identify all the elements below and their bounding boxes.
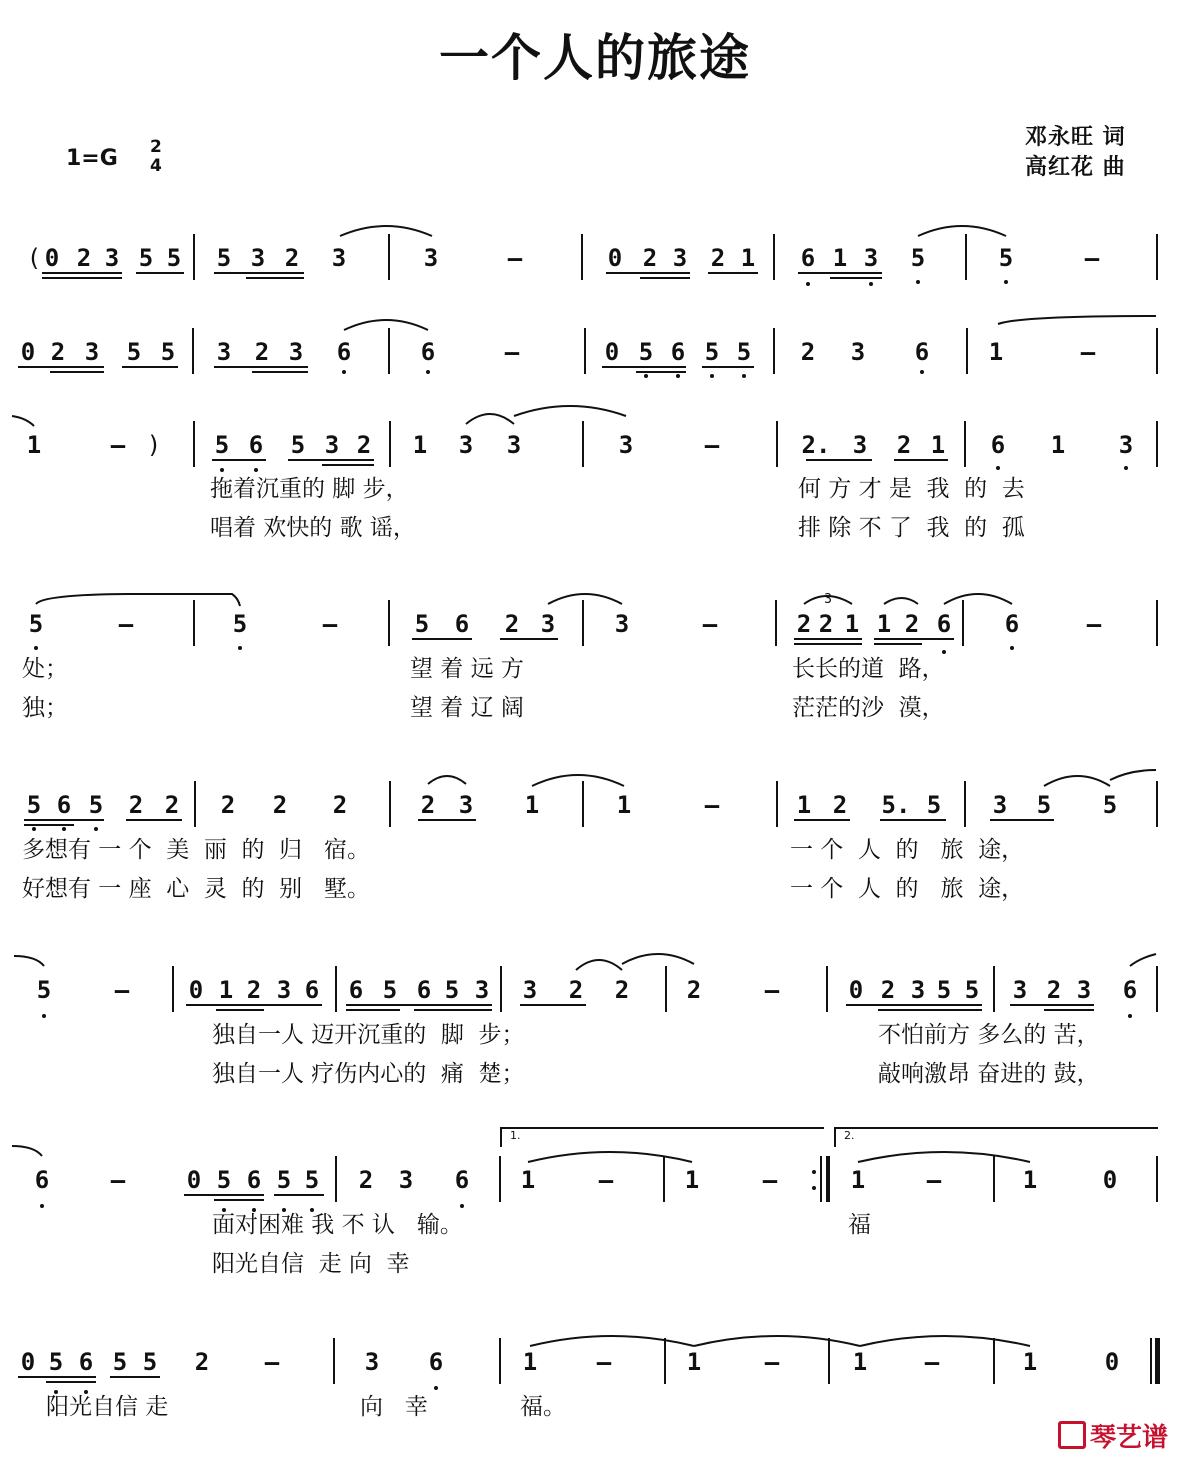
note: 6 [348, 976, 364, 1004]
note: 3 [992, 791, 1008, 819]
note: 3 [84, 338, 100, 366]
note: 6 [34, 1166, 50, 1194]
note: 3 [423, 244, 439, 272]
barline [388, 234, 390, 280]
note: 5 [304, 1166, 320, 1194]
note: 5 [160, 338, 176, 366]
note: 5. [881, 791, 911, 819]
barline [993, 966, 995, 1012]
note: 5 [290, 431, 306, 459]
time-bottom: 4 [150, 156, 162, 176]
note: 5 [36, 976, 52, 1004]
barline [335, 1156, 337, 1202]
barline [776, 421, 778, 467]
note: 1 [876, 610, 892, 638]
note: 2 [1046, 976, 1062, 1004]
note: 3 [910, 976, 926, 1004]
note: – [764, 1348, 780, 1376]
barline [828, 1338, 830, 1384]
note: 3 [216, 338, 232, 366]
barline [584, 328, 586, 374]
lyric-line: 一 个 人 的 旅 途， [790, 837, 1025, 863]
tie [344, 320, 428, 330]
lyric-line: 不怕前方 多么的 苦， [878, 1022, 1100, 1048]
note: 0 [188, 976, 204, 1004]
barline [1156, 421, 1158, 467]
note: 1 [218, 976, 234, 1004]
tie [428, 776, 466, 784]
note: 6 [454, 1166, 470, 1194]
lyric-line: 福。 [520, 1394, 566, 1420]
note: 1 [684, 1166, 700, 1194]
note: 2. [801, 431, 831, 459]
barline [664, 1338, 666, 1384]
note: 6 [78, 1348, 94, 1376]
site-watermark: 琴艺谱 [1058, 1417, 1168, 1454]
note: 6 [800, 244, 816, 272]
barline [499, 1156, 501, 1202]
tie [12, 1146, 42, 1156]
note: 2 [332, 791, 348, 819]
note: 2 [818, 610, 834, 638]
tie [466, 414, 514, 424]
lyric-line: 何 方 才 是 我 的 去 [798, 476, 1025, 502]
note: 2 [76, 244, 92, 272]
note: 6 [1122, 976, 1138, 1004]
note: 5 [998, 244, 1014, 272]
note: 2 [880, 976, 896, 1004]
tie [858, 1152, 1030, 1162]
note: 5 [638, 338, 654, 366]
note: 2 [164, 791, 180, 819]
lyric-line: 独自一人 疗伤内心的 痛 楚； [212, 1061, 525, 1087]
note: 6 [246, 1166, 262, 1194]
note: 1 [616, 791, 632, 819]
key-signature: 1=G [66, 146, 118, 171]
note: 6 [454, 610, 470, 638]
barline [193, 421, 195, 467]
note: 5 [926, 791, 942, 819]
note: 2 [904, 610, 920, 638]
lyric-line: 唱着 欢快的 歌 谣， [210, 515, 416, 541]
tie [530, 1336, 694, 1346]
note: 6 [990, 431, 1006, 459]
note: 2 [356, 431, 372, 459]
barline [1156, 781, 1158, 827]
note: – [110, 1166, 126, 1194]
note: 3 [614, 610, 630, 638]
note: 0 [20, 338, 36, 366]
note: 1 [412, 431, 428, 459]
note: – [507, 244, 523, 272]
logo-icon [1058, 1421, 1086, 1449]
barline [773, 234, 775, 280]
tie [532, 775, 624, 786]
barline [193, 234, 195, 280]
note: 5 [138, 244, 154, 272]
lyric-line: 阳光自信 走 [46, 1394, 169, 1420]
note: 5 [704, 338, 720, 366]
note: 2 [896, 431, 912, 459]
tie [514, 406, 626, 416]
note: – [264, 1348, 280, 1376]
barline [335, 966, 337, 1012]
note: 2 [686, 976, 702, 1004]
note: 3 [1076, 976, 1092, 1004]
barline [966, 328, 968, 374]
tie [528, 1152, 692, 1162]
note: 5 [964, 976, 980, 1004]
note: 1 [524, 791, 540, 819]
note: 5 [88, 791, 104, 819]
final-barline-thick [1155, 1338, 1160, 1384]
note: 6 [336, 338, 352, 366]
note: 1 [26, 431, 42, 459]
barline [773, 328, 775, 374]
note: 5 [28, 610, 44, 638]
tie [622, 954, 694, 964]
note: 3 [331, 244, 347, 272]
barline [775, 600, 777, 646]
note: 6 [428, 1348, 444, 1376]
note: – [704, 791, 720, 819]
barline [582, 600, 584, 646]
note: 1 [522, 1348, 538, 1376]
note: 2 [642, 244, 658, 272]
note: 5 [276, 1166, 292, 1194]
lyric-line: 阳光自信 走 向 幸 [212, 1251, 410, 1277]
note: 2 [504, 610, 520, 638]
note: 0 [1104, 1348, 1120, 1376]
lyric-line: 独； [22, 695, 68, 721]
note: 5 [382, 976, 398, 1004]
note: 3 [474, 976, 490, 1004]
note: – [764, 976, 780, 1004]
note: 1 [844, 610, 860, 638]
note: 3 [398, 1166, 414, 1194]
barline [826, 966, 828, 1012]
note: 3 [850, 338, 866, 366]
note: 5 [166, 244, 182, 272]
note: 1 [852, 1348, 868, 1376]
note: 3 [458, 791, 474, 819]
note: 6 [670, 338, 686, 366]
time-signature [150, 138, 162, 176]
note: 5 [216, 244, 232, 272]
barline [665, 966, 667, 1012]
composer-credit: 高红花 曲 [1025, 155, 1126, 180]
note: 5 [414, 610, 430, 638]
lyric-line: 茫茫的沙 漠， [792, 695, 945, 721]
lyric-line: 长长的道 路， [792, 656, 945, 682]
note: 3 [276, 976, 292, 1004]
note: 6 [304, 976, 320, 1004]
note: – [1086, 610, 1102, 638]
note: 5 [232, 610, 248, 638]
note: – [322, 610, 338, 638]
time-top: 2 [150, 137, 162, 157]
note: – [1080, 338, 1096, 366]
barline [193, 600, 195, 646]
tie [36, 594, 240, 606]
note: – [114, 976, 130, 1004]
barline [964, 421, 966, 467]
note: 1 [930, 431, 946, 459]
note: 0 [848, 976, 864, 1004]
barline [582, 421, 584, 467]
note: – [596, 1348, 612, 1376]
note: 2 [710, 244, 726, 272]
note: 2 [272, 791, 288, 819]
lyric-line: 好想有 一 座 心 灵 的 别 墅。 [22, 876, 371, 902]
note: 2 [614, 976, 630, 1004]
tie [918, 226, 1006, 236]
note: 1 [796, 791, 812, 819]
note: 5 [910, 244, 926, 272]
barline [388, 600, 390, 646]
note: – [704, 431, 720, 459]
lyricist-credit: 邓永旺 词 [1025, 125, 1126, 150]
note: 2 [284, 244, 300, 272]
note: – [504, 338, 520, 366]
tie [1044, 776, 1110, 786]
note: 3 [1118, 431, 1134, 459]
lyric-line: 向 幸 [360, 1394, 428, 1420]
song-title: 一个人的旅途 [439, 28, 751, 87]
note: 5 [1102, 791, 1118, 819]
note: 5 [216, 1166, 232, 1194]
repeat-barline [820, 1156, 822, 1202]
note: 6 [420, 338, 436, 366]
note: 3 [863, 244, 879, 272]
lyric-line: 排 除 不 了 我 的 孤 [798, 515, 1025, 541]
note: 1 [686, 1348, 702, 1376]
note: – [118, 610, 134, 638]
note: 1 [832, 244, 848, 272]
note: 5 [736, 338, 752, 366]
volta-1: 1. [500, 1127, 824, 1147]
note: 3 [506, 431, 522, 459]
note: 0 [1102, 1166, 1118, 1194]
barline [581, 234, 583, 280]
barline [776, 781, 778, 827]
barline [962, 600, 964, 646]
tie [14, 956, 44, 966]
barline [1156, 328, 1158, 374]
lyric-line: 处； [22, 656, 68, 682]
note: 6 [416, 976, 432, 1004]
note: 2 [128, 791, 144, 819]
note: 5 [444, 976, 460, 1004]
note: 3 [522, 976, 538, 1004]
lyric-line: 面对困难 我 不 认 输。 [212, 1212, 463, 1238]
note: ) [146, 431, 162, 459]
note: 3 [364, 1348, 380, 1376]
barline [194, 781, 196, 827]
tie [884, 598, 918, 604]
barline [1156, 1156, 1158, 1202]
note: 5 [936, 976, 952, 1004]
lyric-line: 敲响激昂 奋进的 鼓， [878, 1061, 1100, 1087]
barline [582, 781, 584, 827]
tie [548, 594, 622, 604]
repeat-barline-thick [826, 1156, 830, 1202]
note: 6 [248, 431, 264, 459]
barline [389, 421, 391, 467]
note: 1 [520, 1166, 536, 1194]
tie [1110, 770, 1156, 780]
note: 2 [796, 610, 812, 638]
note: 3 [618, 431, 634, 459]
note: 3 [672, 244, 688, 272]
note: 5 [48, 1348, 64, 1376]
barline [663, 1156, 665, 1202]
barline [1156, 234, 1158, 280]
lyric-line: 多想有 一 个 美 丽 的 归 宿。 [22, 837, 371, 863]
volta-2: 2. [834, 1127, 1158, 1147]
note: 2 [50, 338, 66, 366]
tie [944, 594, 1012, 604]
note: 1 [988, 338, 1004, 366]
note: 0 [604, 338, 620, 366]
final-barline [1150, 1338, 1152, 1384]
barline [172, 966, 174, 1012]
note: – [702, 610, 718, 638]
note: 6 [56, 791, 72, 819]
note: – [110, 431, 126, 459]
note: 2 [254, 338, 270, 366]
note: 1 [1050, 431, 1066, 459]
tie [340, 226, 432, 236]
note: 0 [44, 244, 60, 272]
note: 0 [607, 244, 623, 272]
barline [389, 781, 391, 827]
note: – [598, 1166, 614, 1194]
barline [1156, 600, 1158, 646]
note: 2 [832, 791, 848, 819]
note: – [1084, 244, 1100, 272]
note: 3 [288, 338, 304, 366]
barline [333, 1338, 335, 1384]
note: 3 [1012, 976, 1028, 1004]
lyric-line: 拖着沉重的 脚 步， [210, 476, 409, 502]
tie [860, 1336, 1030, 1346]
note: 2 [194, 1348, 210, 1376]
note: – [924, 1348, 940, 1376]
note: 3 [852, 431, 868, 459]
note: 6 [1004, 610, 1020, 638]
note: – [926, 1166, 942, 1194]
note: 1 [740, 244, 756, 272]
note: 3 [458, 431, 474, 459]
note: 0 [186, 1166, 202, 1194]
note: 5 [214, 431, 230, 459]
note: 1 [850, 1166, 866, 1194]
barline [993, 1338, 995, 1384]
lyric-line: 一 个 人 的 旅 途， [790, 876, 1025, 902]
barline [965, 234, 967, 280]
note: 5 [142, 1348, 158, 1376]
note: 2 [246, 976, 262, 1004]
note: 2 [220, 791, 236, 819]
tie [576, 960, 622, 970]
note: 2 [568, 976, 584, 1004]
tie [1130, 954, 1156, 966]
tie [694, 1336, 860, 1346]
note: 5 [26, 791, 42, 819]
note: 0 [20, 1348, 36, 1376]
note: 5 [1036, 791, 1052, 819]
barline [192, 328, 194, 374]
barline [499, 1338, 501, 1384]
note: 5 [126, 338, 142, 366]
lyric-line: 独自一人 迈开沉重的 脚 步； [212, 1022, 525, 1048]
barline [500, 966, 502, 1012]
tie [12, 416, 34, 426]
barline [388, 328, 390, 374]
note: 3 [324, 431, 340, 459]
note: 2 [358, 1166, 374, 1194]
note: 1 [1022, 1348, 1038, 1376]
note: 1 [1022, 1166, 1038, 1194]
lyric-line: 望 着 辽 阔 [410, 695, 524, 721]
note: 6 [936, 610, 952, 638]
note: – [762, 1166, 778, 1194]
tie [998, 316, 1156, 324]
barline [993, 1156, 995, 1202]
note: 5 [112, 1348, 128, 1376]
note: 2 [800, 338, 816, 366]
note: 3 [540, 610, 556, 638]
note: 3 [104, 244, 120, 272]
lyric-line: 望 着 远 方 [410, 656, 524, 682]
note: 3 [250, 244, 266, 272]
note: 2 [420, 791, 436, 819]
note: 6 [914, 338, 930, 366]
barline [1156, 966, 1158, 1012]
note: ( [26, 244, 42, 272]
triplet-mark: 3 [824, 592, 832, 607]
barline [964, 781, 966, 827]
lyric-line: 福 [848, 1212, 871, 1238]
